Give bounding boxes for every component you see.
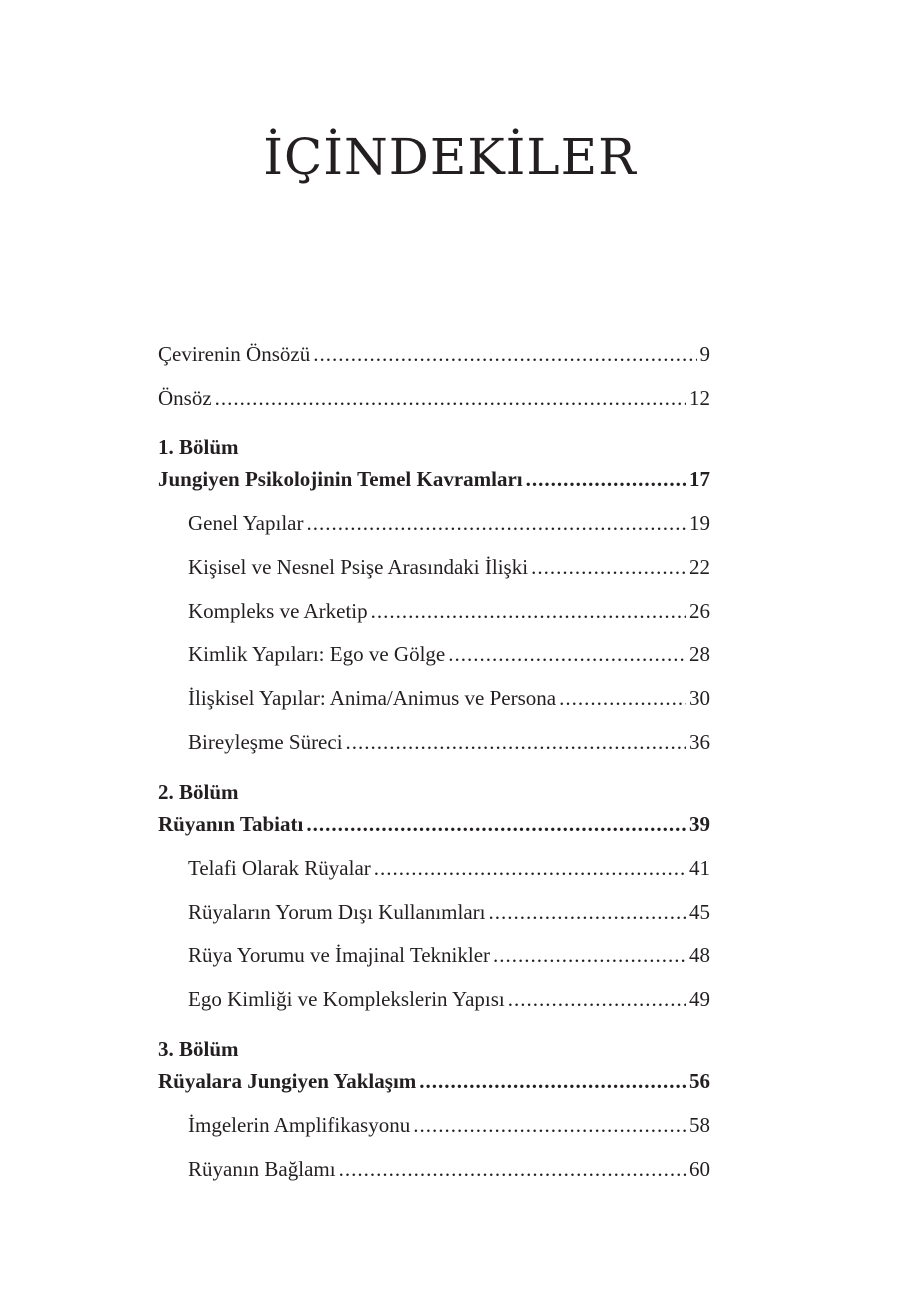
page-title: İÇİNDEKİLER xyxy=(263,128,637,186)
toc-chapter-3[interactable] xyxy=(158,1067,710,1095)
dot-leader xyxy=(508,985,686,1013)
toc-section[interactable] xyxy=(188,941,710,969)
toc-entry-label: Çevirenin Önsözü xyxy=(158,342,311,366)
toc-section-page: 45 xyxy=(689,900,710,924)
dot-leader xyxy=(526,465,686,493)
toc-section[interactable] xyxy=(188,728,710,756)
dot-leader xyxy=(371,597,686,625)
toc-section-page: 41 xyxy=(689,856,710,880)
toc-section-page: 58 xyxy=(689,1113,710,1137)
toc-section-label: Ego Kimliği ve Komplekslerin Yapısı xyxy=(188,987,505,1011)
dot-leader xyxy=(374,854,686,882)
chapter-number: 3. Bölüm xyxy=(158,1037,239,1061)
dot-leader xyxy=(531,553,686,581)
toc-section[interactable] xyxy=(188,684,710,712)
chapter-number: 2. Bölüm xyxy=(158,780,239,804)
dot-leader xyxy=(489,898,687,926)
toc-section[interactable] xyxy=(188,1111,710,1139)
toc-section-label: Kimlik Yapıları: Ego ve Gölge xyxy=(188,642,446,666)
dot-leader xyxy=(413,1111,686,1139)
dot-leader xyxy=(493,941,686,969)
chapter-page: 56 xyxy=(689,1069,710,1093)
toc-section-label: Telafi Olarak Rüyalar xyxy=(188,856,371,880)
dot-leader xyxy=(306,509,686,537)
toc-section[interactable] xyxy=(188,1155,710,1183)
chapter-number: 1. Bölüm xyxy=(158,435,239,459)
toc-section-label: İmgelerin Amplifikasyonu xyxy=(188,1113,411,1137)
toc-section-page: 60 xyxy=(689,1157,710,1181)
dot-leader xyxy=(215,384,686,412)
toc-section-label: İlişkisel Yapılar: Anima/Animus ve Persona xyxy=(188,686,557,710)
toc-chapter-2[interactable] xyxy=(158,810,710,838)
toc-entry-page: 12 xyxy=(689,386,710,410)
dot-leader xyxy=(419,1067,686,1095)
toc-entry-label: Önsöz xyxy=(158,386,212,410)
toc-section[interactable] xyxy=(188,898,710,926)
dot-leader xyxy=(313,340,696,368)
toc-section[interactable] xyxy=(188,854,710,882)
toc-section-page: 36 xyxy=(689,730,710,754)
chapter-title: Rüyanın Tabiatı xyxy=(158,812,304,836)
toc-section-page: 30 xyxy=(689,686,710,710)
toc-section-page: 19 xyxy=(689,511,710,535)
toc-section-page: 28 xyxy=(689,642,710,666)
dot-leader xyxy=(448,640,686,668)
dot-leader xyxy=(346,728,686,756)
toc-section-page: 22 xyxy=(689,555,710,579)
toc-section-label: Rüya Yorumu ve İmajinal Teknikler xyxy=(188,943,491,967)
toc-section[interactable] xyxy=(188,597,710,625)
toc-section[interactable] xyxy=(188,553,710,581)
toc-section-label: Bireyleşme Süreci xyxy=(188,730,343,754)
toc-section-label: Kişisel ve Nesnel Psişe Arasındaki İlişki xyxy=(188,555,529,579)
toc-section-page: 49 xyxy=(689,987,710,1011)
toc-section-page: 48 xyxy=(689,943,710,967)
toc-entry-translator-preface[interactable] xyxy=(158,340,710,368)
toc-section[interactable] xyxy=(188,640,710,668)
dot-leader xyxy=(306,810,686,838)
toc-section-page: 26 xyxy=(689,599,710,623)
toc-section-label: Genel Yapılar xyxy=(188,511,304,535)
chapter-page: 17 xyxy=(689,467,710,491)
dot-leader xyxy=(339,1155,686,1183)
dot-leader xyxy=(559,684,686,712)
toc-chapter-1[interactable] xyxy=(158,465,710,493)
chapter-page: 39 xyxy=(689,812,710,836)
chapter-title: Rüyalara Jungiyen Yaklaşım xyxy=(158,1069,417,1093)
chapter-title: Jungiyen Psikolojinin Temel Kavramları xyxy=(158,467,523,491)
toc-section[interactable] xyxy=(188,509,710,537)
toc-section-label: Rüyaların Yorum Dışı Kullanımları xyxy=(188,900,486,924)
toc-section[interactable] xyxy=(188,985,710,1013)
toc-section-label: Kompleks ve Arketip xyxy=(188,599,368,623)
toc-section-label: Rüyanın Bağlamı xyxy=(188,1157,336,1181)
toc-entry-preface[interactable] xyxy=(158,384,710,412)
toc-entry-page: 9 xyxy=(699,342,710,366)
